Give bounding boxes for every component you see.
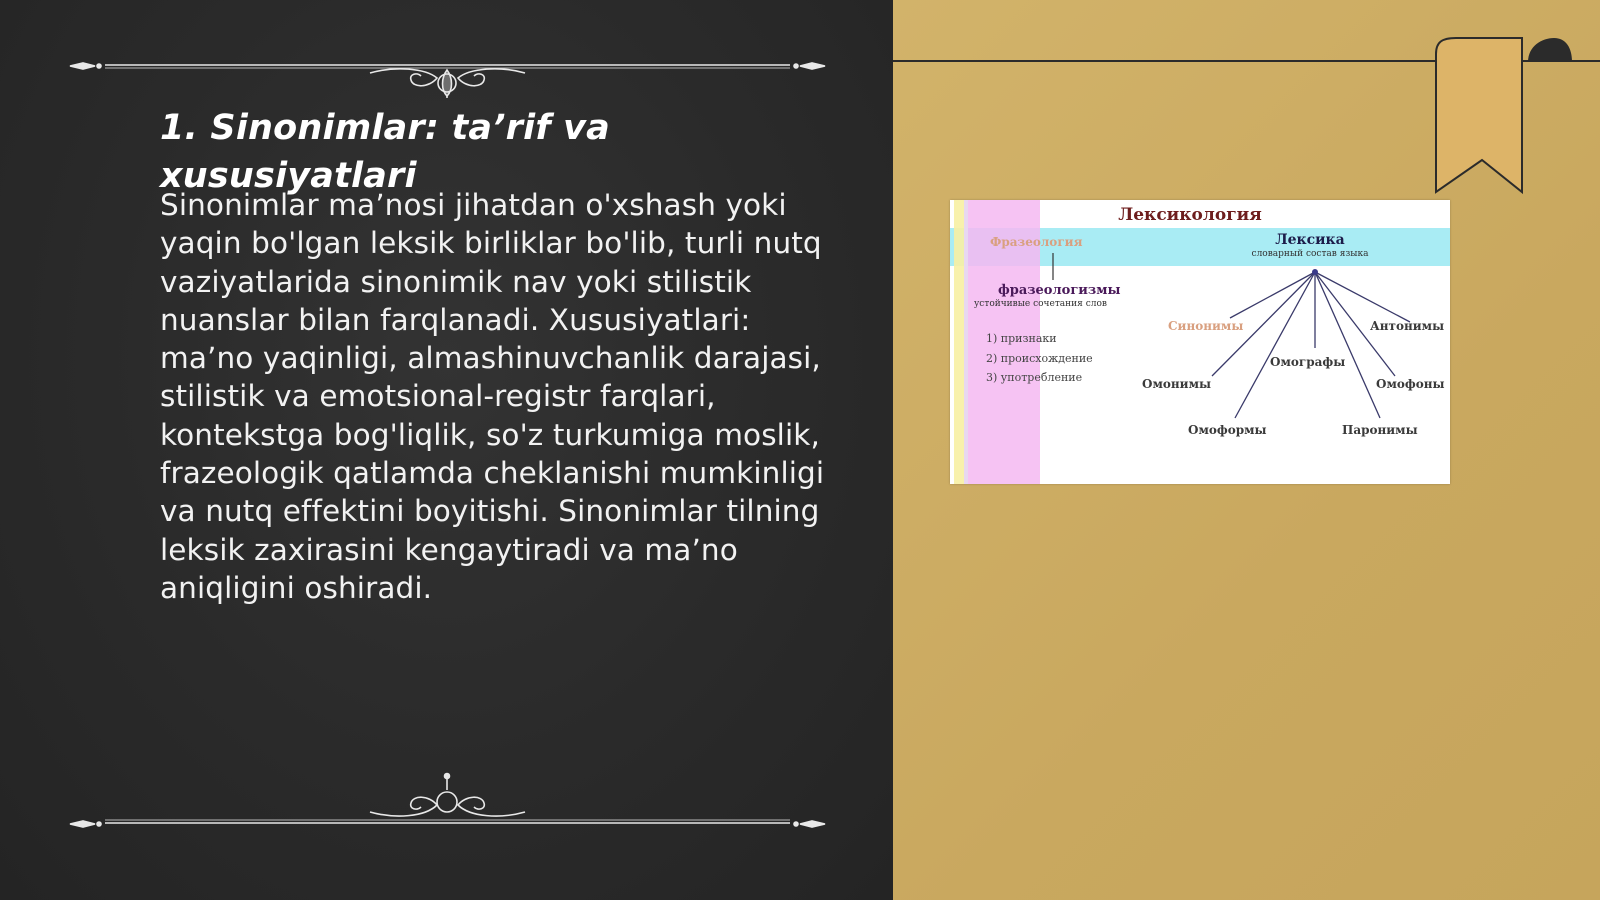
diagram-leaf-paronyms: Паронимы (1342, 423, 1418, 437)
slide-title: 1. Sinonimlar: ta’rif va xususiyatlari (160, 108, 610, 196)
diagram-leaf-homophones: Омофоны (1376, 377, 1445, 391)
bookmark-ribbon-icon (1432, 36, 1572, 196)
diagram-leaf-homographs: Омографы (1270, 355, 1346, 369)
diagram-phrase-sub: устойчивые сочетания слов (974, 299, 1107, 309)
diagram-phrase-head: фразеологизмы (998, 283, 1121, 298)
diagram-leaf-homonyms: Омонимы (1142, 377, 1212, 391)
diagram-leaf-synonyms: Синонимы (1168, 319, 1244, 333)
diagram-list-3: 3) употребление (986, 371, 1083, 384)
diagram-left-head: Фразеология (990, 235, 1083, 249)
diagram-title: Лексикология (1118, 205, 1262, 225)
slide-body-text: Sinonimlar ma’nosi jihatdan o'xshash yoki yaqin bo'lgan leksik birliklar bo'lib, turli nutq vaziyatlarida sinonimik nav yoki stilistik nuanslar bilan farqlanadi. Xususiyatlari: ma’no yaqinligi, almashinuvchanlik darajasi, stilistik va emotsional-registr farqlari, kontekstga bog'liqlik, so'z turkumiga moslik, frazeologik qatlamda cheklanishi mumkinligi va nutq effektini boyitishi. Sinonimlar tilning leksik zaxirasini kengaytiradi va ma’no aniqligini oshiradi. (160, 188, 825, 605)
diagram-list-2: 2) происхождение (986, 352, 1093, 365)
diagram-leaf-antonyms: Антонимы (1370, 319, 1445, 333)
diagram-list-1: 1) признаки (986, 332, 1057, 345)
ornament-top-icon (65, 38, 830, 98)
diagram-right-sub: словарный состав языка (1251, 249, 1369, 259)
ornament-bottom-icon (65, 772, 830, 832)
diagram-leaf-homoforms: Омоформы (1188, 423, 1267, 437)
diagram-right-head: Лексика (1275, 232, 1345, 248)
lexicology-diagram-image (950, 200, 1450, 484)
